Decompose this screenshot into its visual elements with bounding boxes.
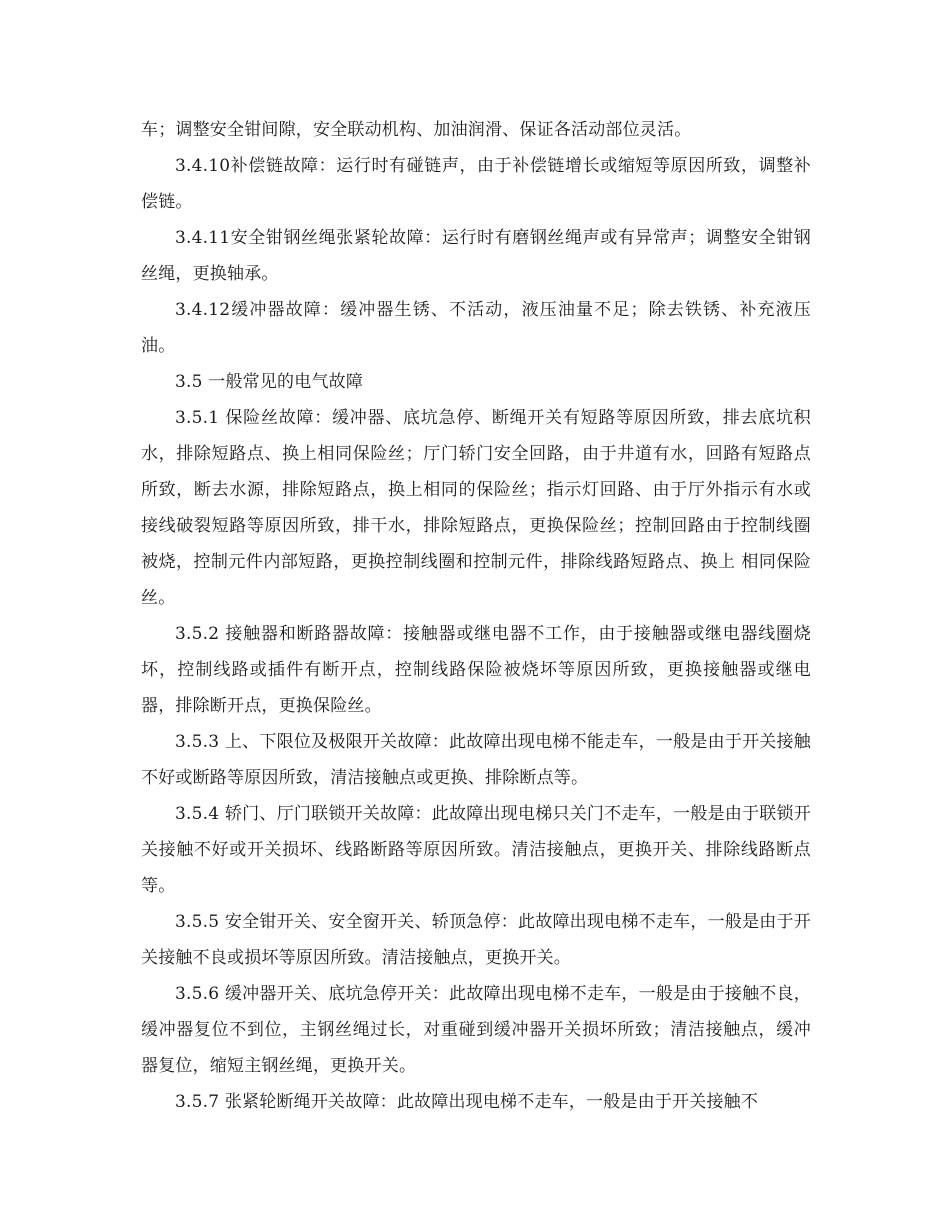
section-heading-3-5: 3.5 一般常见的电气故障 — [175, 372, 364, 392]
paragraph-3-5-4: 3.5.4 轿门、厅门联锁开关故障：此故障出现电梯只关门不走车，一般是由于联锁开关接触不好或开关损坏、线路断路等原因所致。清洁接触点，更换开关、排除线路断点等。 — [141, 804, 811, 896]
paragraph-3-4-10: 3.4.10补偿链故障：运行时有碰链声，由于补偿链增长或缩短等原因所致，调整补偿链。 — [141, 156, 811, 212]
paragraph-3-5-2: 3.5.2 接触器和断路器故障：接触器或继电器不工作，由于接触器或继电器线圈烧坏，控制线路或插件有断开点，控制线路保险被烧坏等原因所致，更换接触器或继电器，排除断开点，更换保险丝。 — [141, 624, 811, 716]
paragraph-3-5-1: 3.5.1 保险丝故障：缓冲器、底坑急停、断绳开关有短路等原因所致，排去底坑积水，排除短路点、换上相同保险丝；厅门轿门安全回路，由于井道有水，回路有短路点所致，断去水源，排除短路点，换上相同的保险丝；指示灯回路、由于厅外指示有水或接线破裂短路等原因所致，排干水，排除短路点，更换保险丝；控制回路由于控制线圈被烧，控制元件内部短路，更换控制线圈和控制元件，排除线路短路点、换上 相同保险丝。 — [141, 408, 811, 608]
paragraph-3-5-6: 3.5.6 缓冲器开关、底坑急停开关：此故障出现电梯不走车，一般是由于接触不良，缓冲器复位不到位，主钢丝绳过长，对重碰到缓冲器开关损坏所致；清洁接触点，缓冲器复位，缩短主钢丝绳，更换开关。 — [141, 984, 811, 1076]
paragraph-3-5-7: 3.5.7 张紧轮断绳开关故障：此故障出现电梯不走车，一般是由于开关接触不 — [175, 1092, 759, 1112]
paragraph-3-5-5: 3.5.5 安全钳开关、安全窗开关、轿顶急停：此故障出现电梯不走车，一般是由于开关接触不良或损坏等原因所致。清洁接触点，更换开关。 — [141, 912, 811, 968]
paragraph-continued: 车；调整安全钳间隙，安全联动机构、加油润滑、保证各活动部位灵活。 — [141, 120, 692, 140]
paragraph-3-4-11: 3.4.11安全钳钢丝绳张紧轮故障：运行时有磨钢丝绳声或有异常声；调整安全钳钢丝绳，更换轴承。 — [141, 228, 811, 284]
document-body — [141, 112, 811, 1120]
paragraph-3-4-12: 3.4.12缓冲器故障：缓冲器生锈、不活动，液压油量不足；除去铁锈、补充液压油。 — [141, 300, 811, 356]
paragraph-3-5-3: 3.5.3 上、下限位及极限开关故障：此故障出现电梯不能走车，一般是由于开关接触不好或断路等原因所致，清洁接触点或更换、排除断点等。 — [141, 732, 811, 788]
